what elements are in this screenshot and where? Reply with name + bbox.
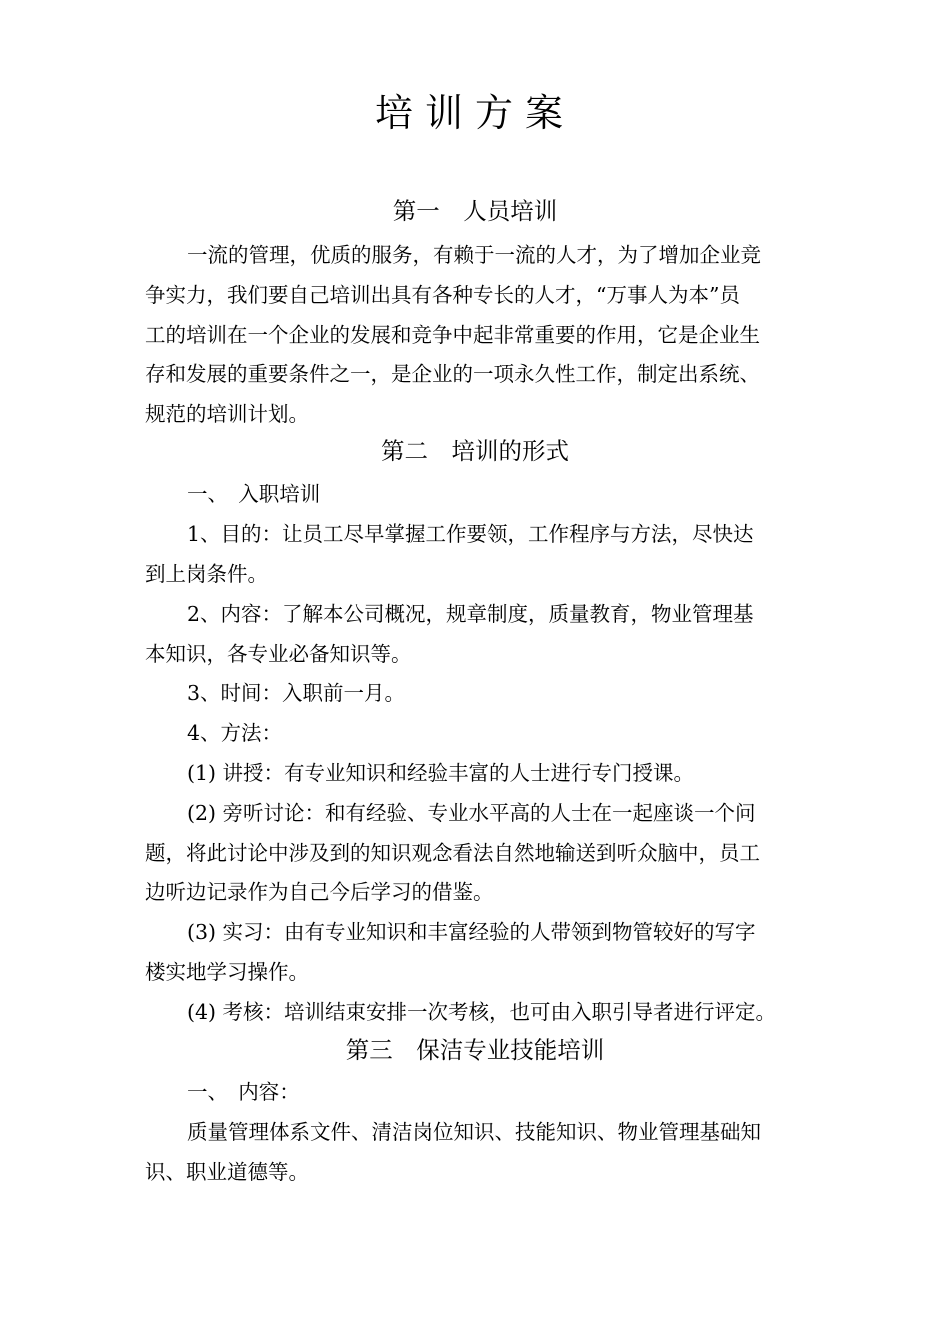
method-item-line: (1) 讲授：有专业知识和经验丰富的人士进行专门授课。 [187,761,695,785]
method-item-line: 题，将此讨论中涉及到的知识观念看法自然地输送到听众脑中，员工 [145,841,760,865]
purpose-line: 1、目的：让员工尽早掌握工作要领，工作程序与方法，尽快达 [187,522,754,546]
section-1-heading: 第一 人员培训 [392,197,558,225]
purpose-line: 到上岗条件。 [145,562,268,586]
section-1-paragraph-line: 存和发展的重要条件之一，是企业的一项永久性工作，制定出系统、 [145,362,760,386]
method-line: 4、方法： [187,721,283,745]
method-item-line: (2) 旁听讨论：和有经验、专业水平高的人士在一起座谈一个问 [187,801,756,825]
content-line: 本知识，各专业必备知识等。 [145,642,412,666]
time-line: 3、时间：入职前一月。 [187,681,406,705]
section-1-paragraph-line: 规范的培训计划。 [145,402,309,426]
method-item-line: (3) 实习：由有专业知识和丰富经验的人带领到物管较好的写字 [187,920,756,944]
section-2-heading: 第二 培训的形式 [381,437,569,465]
section-1-paragraph-line: 争实力，我们要自己培训出具有各种专长的人才，“万事人为本”员 [145,283,740,307]
section-3-subheading: 一、 内容： [187,1080,300,1104]
method-item-line: (4) 考核：培训结束安排一次考核，也可由入职引导者进行评定。 [187,1000,777,1024]
document-title: 培训方案 [374,91,575,135]
section-1-paragraph-line: 工的培训在一个企业的发展和竞争中起非常重要的作用，它是企业生 [145,323,760,347]
method-item-line: 边听边记录作为自己今后学习的借鉴。 [145,880,494,904]
section-1-paragraph-line: 一流的管理，优质的服务，有赖于一流的人才，为了增加企业竞 [187,243,761,267]
section-2-subheading: 一、 入职培训 [187,482,321,506]
content-line: 2、内容：了解本公司概况，规章制度，质量教育，物业管理基 [187,602,754,626]
section-3-heading: 第三 保洁专业技能培训 [345,1036,605,1064]
method-item-line: 楼实地学习操作。 [145,960,309,984]
section-3-content-line: 识、职业道德等。 [145,1160,309,1184]
section-3-content-line: 质量管理体系文件、清洁岗位知识、技能知识、物业管理基础知 [187,1120,761,1144]
